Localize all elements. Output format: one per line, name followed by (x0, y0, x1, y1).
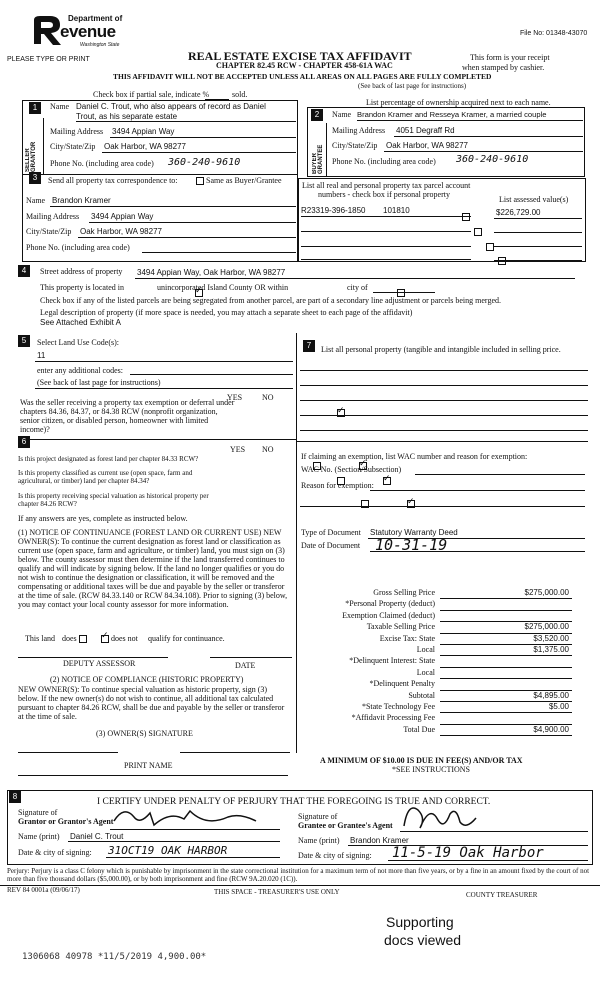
grantee-sig-label-2: Grantee or Grantee's Agent (298, 821, 393, 830)
tax-row-value[interactable]: $3,520.00 (533, 633, 569, 643)
s5-yes-header: YES (227, 393, 243, 402)
tax-row-label: Exemption Claimed (deduct) (342, 610, 435, 620)
unincorporated-label: unincorporated Island County OR within (157, 283, 289, 292)
grantor-signature[interactable] (110, 803, 260, 831)
form-warning: THIS AFFIDAVIT WILL NOT BE ACCEPTED UNLESS ALL AREAS ON ALL PAGES ARE FULLY COMPLETED (113, 72, 492, 81)
sold-label: sold. (232, 90, 248, 99)
grantee-date-label: Date & city of signing: (298, 851, 372, 860)
grantee-name[interactable]: Brandon Kramer (350, 836, 409, 845)
tax-row-value[interactable]: $4,895.00 (533, 690, 569, 700)
assessed-title: List assessed value(s) (499, 195, 569, 204)
personal-property-label: List all personal property (tangible and intangible included in selling price. (321, 345, 561, 354)
tax-row-value[interactable]: $275,000.00 (524, 588, 569, 597)
corr-name-label: Name (26, 196, 46, 205)
located-label: This property is located in (40, 283, 124, 292)
seller-name-2[interactable]: Trout, as his separate estate (76, 112, 178, 121)
parcel-pp-checkbox-2[interactable] (474, 228, 482, 236)
grantor-name[interactable]: Daniel C. Trout (70, 832, 124, 841)
grantor-sig-label-2: Grantor or Grantor's Agent (18, 817, 114, 826)
legal-label: Legal description of property (if more space is needed, you may attach a separate sheet to each page of the affidavit) (40, 308, 413, 317)
form-title: REAL ESTATE EXCISE TAX AFFIDAVIT (188, 49, 412, 63)
print-name-label: PRINT NAME (124, 761, 173, 770)
seller-name-label: Name (50, 102, 70, 111)
ownership-note: List percentage of ownership acquired next to each name. (366, 98, 551, 107)
section-1-number: 1 (29, 102, 41, 114)
parcel-number-1b[interactable]: 101810 (383, 206, 410, 215)
seller-side-label: SELLER GRANTOR (25, 141, 37, 172)
file-number: File No: 01348-43070 (520, 30, 588, 37)
if-yes-note: If any answers are yes, complete as instructed below. (18, 514, 188, 523)
does-text: does (62, 634, 77, 643)
buyer-city[interactable]: Oak Harbor, WA 98277 (386, 141, 468, 150)
dor-logo (30, 12, 130, 52)
tax-row-label: *Delinquent Penalty (369, 679, 435, 689)
buyer-mail-label: Mailing Address (332, 126, 386, 135)
section-6-number: 6 (18, 436, 30, 448)
seller-name-1[interactable]: Daniel C. Trout, who also appears of record as Daniel (76, 102, 266, 111)
seller-mail[interactable]: 3494 Appian Way (112, 127, 175, 136)
continuance-notice: (1) NOTICE OF CONTINUANCE (FOREST LAND OR CURRENT USE) NEW OWNER(S): To continue the current designation as forest land or classification as current use (open space, farm and agriculture, or timber) land, you must sign on (3) below. The county assessor must then determine if the land transferred continues to qualify and will indicate by signing below. If the land no longer qualifies or you do not wish to continue the designation or classification, it will be removed and the compensating or additional taxes will be due and payable by the seller or transferor at the time of sale. (RCW 84.33.140 or RCW 84.34.108). Prior to signing (3) below, you may contact your local county assessor for more information. (18, 528, 288, 609)
section-7-number: 7 (303, 340, 315, 352)
tax-row-value[interactable]: $5.00 (548, 702, 569, 711)
supporting-docs-2: docs viewed (384, 932, 462, 948)
tax-row-value[interactable]: $4,900.00 (533, 724, 569, 734)
doc-date-label: Date of Document (301, 541, 361, 550)
see-instructions-note: *SEE INSTRUCTIONS (392, 765, 471, 774)
same-as-label: Same as Buyer/Grantee (206, 176, 282, 185)
s5-no-checkbox[interactable] (337, 409, 345, 417)
partial-sale-label: Check box if partial sale, indicate % (93, 90, 210, 99)
buyer-phone-label: Phone No. (including area code) (332, 157, 436, 166)
compliance-title: (2) NOTICE OF COMPLIANCE (HISTORIC PROPERTY) (50, 675, 244, 684)
parcel-pp-checkbox-4[interactable] (498, 257, 506, 265)
tax-row-value[interactable]: $275,000.00 (524, 622, 569, 632)
does-checkbox[interactable] (79, 635, 87, 643)
deputy-date-label: DATE (235, 661, 256, 670)
corr-mail[interactable]: 3494 Appian Way (91, 212, 154, 221)
tax-row-label: *Delinquent Interest: State (349, 656, 435, 666)
dept-line1: Department of (68, 14, 123, 23)
forest-land-question: Is this project designated as forest land per chapter 84.33 RCW? (18, 455, 199, 463)
tax-row-label: *Affidavit Processing Fee (351, 713, 435, 723)
tax-row-label: *State Technology Fee (361, 702, 435, 711)
land-use-see-back: (See back of last page for instructions) (37, 378, 161, 387)
parcels-title-2: numbers - check box if personal property (318, 190, 450, 199)
section-3-number: 3 (29, 172, 41, 184)
doc-date-value[interactable]: 10-31-19 (375, 536, 448, 554)
current-use-no-checkbox[interactable] (383, 477, 391, 485)
compliance-notice: NEW OWNER(S): To continue special valuation as historic property, sign (3) below. If the new owner(s) do not wish to continue, all additional tax calculated pursuant to chapter 84.26 RCW, shall be due and payable by the seller or transferor at the time of sale. (18, 685, 285, 721)
correspondence-title: Send all property tax correspondence to: (48, 176, 178, 185)
doc-type-label: Type of Document (301, 528, 361, 537)
buyer-name-label: Name (332, 110, 352, 119)
seller-city-label: City/State/Zip (50, 142, 96, 151)
section-2-number: 2 (311, 109, 323, 121)
s5-no-header: NO (262, 393, 274, 402)
corr-city[interactable]: Oak Harbor, WA 98277 (80, 227, 162, 236)
grantor-name-label: Name (print) (18, 832, 60, 841)
same-as-buyer[interactable] (196, 176, 282, 185)
does-label (62, 634, 87, 643)
historic-question: Is this property receiving special valuation as historical property per chapter 84.26 RCW? (18, 492, 209, 508)
tax-row-label: *Personal Property (deduct) (345, 599, 435, 609)
please-type: PLEASE TYPE OR PRINT (7, 56, 90, 63)
exemption-reason-label: Reason for exemption: (301, 481, 374, 490)
owner-signature-label: (3) OWNER(S) SIGNATURE (96, 729, 193, 738)
revenue-logo-icon (30, 14, 64, 48)
land-use-value[interactable]: 11 (37, 351, 46, 360)
see-back-note: (See back of last page for instructions) (358, 82, 467, 90)
buyer-name[interactable]: Brandon Kramer and Resseya Kramer, a married couple (357, 110, 547, 119)
supporting-docs-1: Supporting (386, 914, 454, 930)
s6-no-header: NO (262, 445, 274, 454)
seller-phone[interactable]: 360-240-9610 (168, 157, 241, 168)
parcel-number-1[interactable]: R23319-396-1850 (301, 206, 366, 215)
grantor-date-city[interactable]: 31OCT19 OAK HARBOR (108, 844, 228, 857)
grantee-date-city[interactable]: 11-5-19 Oak Harbor (392, 845, 544, 861)
tax-row-label: Taxable Selling Price (366, 622, 435, 632)
grantee-signature[interactable] (400, 800, 480, 834)
seller-mail-label: Mailing Address (50, 127, 104, 136)
perjury-statement: Perjury: Perjury is a class C felony which is punishable by imprisonment in the state correctional institution for a maximum term of not more than five years, or by a fine in an amount fixed by the court of not more than five thousand dollars ($5,000.00), or by both imprisonment and fine (RCW 9A.20.020 (1C)). (7, 867, 590, 883)
exemption-question: Was the seller receiving a property tax exemption or deferral under chapters 84.36, 84.37, or 84.38 RCW (nonprofit organization, senior citizen, or disabled person, homeowner with limited income)? (20, 398, 235, 434)
historic-yes-checkbox[interactable] (361, 500, 369, 508)
wac-number-label: WAC No. (Section/Subsection) (301, 465, 402, 474)
tax-row-label: Subtotal (408, 690, 435, 700)
corr-phone-label: Phone No. (including area code) (26, 243, 130, 252)
seller-phone-label: Phone No. (including area code) (50, 159, 154, 168)
doc-type-value[interactable]: Statutory Warranty Deed (370, 528, 458, 537)
does-not-text: does not (111, 634, 138, 643)
parcel-pp-checkbox-1[interactable] (462, 213, 470, 221)
additional-codes-label: enter any additional codes: (37, 366, 123, 375)
receipt-note-1: This form is your receipt (470, 53, 550, 62)
this-land-label: This land (25, 634, 55, 643)
segregated-label: Check box if any of the listed parcels are being segregated from another parcel, are part of a secondary line adjustment or parcels being merged. (40, 296, 501, 305)
current-use-question: Is this property classified as current use (open space, farm and agricultural, or timber) land per chapter 84.34? (18, 469, 193, 485)
corr-name[interactable]: Brandon Kramer (52, 196, 111, 205)
city-of-label: city of (347, 283, 368, 292)
buyer-mail[interactable]: 4051 Degraff Rd (396, 126, 455, 135)
grantee-name-label: Name (print) (298, 836, 340, 845)
does-not-checkbox[interactable] (101, 635, 109, 643)
buyer-side-label: BUYER GRANTEE (312, 144, 324, 174)
tax-row-label: Gross Selling Price (373, 588, 435, 597)
dept-line2: evenue (60, 22, 116, 41)
grantee-sig-label-1: Signature of (298, 812, 338, 821)
section-5-number: 5 (18, 335, 30, 347)
minimum-due-note: A MINIMUM OF $10.00 IS DUE IN FEE(S) AND/OR TAX (320, 756, 523, 765)
land-use-label: Select Land Use Code(s): (37, 338, 119, 347)
dept-line3: Washington State (80, 42, 120, 48)
buyer-city-label: City/State/Zip (332, 141, 378, 150)
section-4-number: 4 (18, 265, 30, 277)
tax-row-label: Local (416, 667, 435, 677)
certify-statement: I CERTIFY UNDER PENALTY OF PERJURY THAT THE FOREGOING IS TRUE AND CORRECT. (97, 797, 491, 807)
form-chapter: CHAPTER 82.45 RCW - CHAPTER 458-61A WAC (216, 61, 393, 70)
parcel-pp-checkbox-3[interactable] (486, 243, 494, 251)
tax-row-value[interactable]: $1,375.00 (533, 645, 569, 654)
corr-mail-label: Mailing Address (26, 212, 80, 221)
tax-calculation-table (300, 588, 588, 748)
cashier-stamp: 1306068 40978 *11/5/2019 4,900.00* (22, 952, 207, 962)
qualify-label: qualify for continuance. (148, 634, 225, 643)
treasurer-use-only: THIS SPACE - TREASURER'S USE ONLY (214, 888, 340, 896)
corr-city-label: City/State/Zip (26, 227, 72, 236)
tax-row-label: Total Due (403, 724, 435, 734)
historic-no-checkbox[interactable] (407, 500, 415, 508)
tax-row-label: Local (416, 645, 435, 654)
form-revision: REV 84 0001a (09/06/17) (7, 886, 80, 894)
same-as-checkbox[interactable] (196, 177, 204, 185)
legal-value[interactable]: See Attached Exhibit A (40, 318, 121, 327)
s6-yes-header: YES (230, 445, 246, 454)
parcels-title-1: List all real and personal property tax parcel account (302, 181, 471, 190)
street-value[interactable]: 3494 Appian Way, Oak Harbor, WA 98277 (137, 268, 286, 277)
street-label: Street address of property (40, 267, 123, 276)
tax-row-label: Excise Tax: State (379, 633, 435, 643)
county-treasurer: COUNTY TREASURER (466, 891, 538, 899)
grantor-sig-label-1: Signature of (18, 808, 58, 817)
exemption-claim-label: If claiming an exemption, list WAC number and reason for exemption: (301, 452, 528, 461)
receipt-note-2: when stamped by cashier. (462, 63, 545, 72)
assessed-value-1[interactable]: $226,729.00 (496, 208, 541, 217)
does-not-label (101, 634, 138, 643)
deputy-assessor-label: DEPUTY ASSESSOR (63, 659, 136, 668)
seller-city[interactable]: Oak Harbor, WA 98277 (104, 142, 186, 151)
section-8-number: 8 (9, 791, 21, 803)
buyer-phone[interactable]: 360-240-9610 (456, 154, 529, 165)
grantor-date-label: Date & city of signing: (18, 848, 92, 857)
